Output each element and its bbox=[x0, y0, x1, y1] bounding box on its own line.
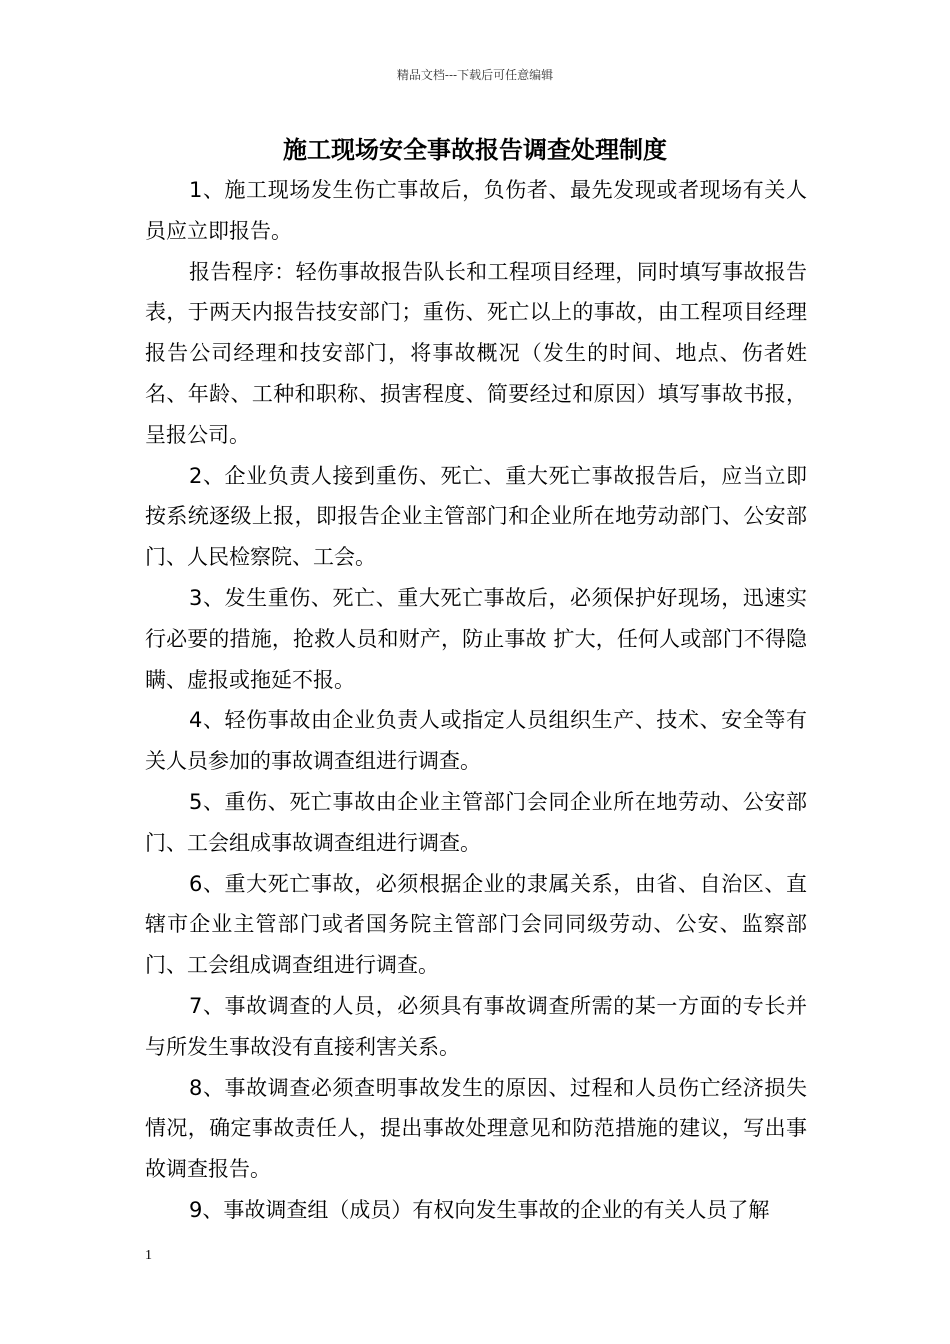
header-note: 精品文档---下载后可任意编辑 bbox=[396, 68, 554, 82]
paragraph-3: 3、发生重伤、死亡、重大死亡事故后，必须保护好现场，迅速实行必要的措施，抢救人员和财产，防止事故 扩大，任何人或部门不得隐瞒、虚报或拖延不报。 bbox=[145, 585, 807, 692]
paragraph-report-procedure: 报告程序：轻伤事故报告队长和工程项目经理，同时填写事故报告表，于两天内报告技安部门；重伤、死亡以上的事故，由工程项目经理报告公司经理和技安部门，将事故概况（发生的时间、地点、伤者姓名、年龄、工种和职称、损害程度、简要经过和原因）填写事故书报，呈报公司。 bbox=[145, 259, 807, 447]
paragraph-9: 9、事故调查组（成员）有权向发生事故的企业的有关人员了解 bbox=[189, 1197, 770, 1222]
paragraph-2: 2、企业负责人接到重伤、死亡、重大死亡事故报告后，应当立即按系统逐级上报，即报告企业主管部门和企业所在地劳动部门、公安部门、人民检察院、工会。 bbox=[145, 463, 807, 570]
paragraph-7: 7、事故调查的人员，必须具有事故调查所需的某一方面的专长并与所发生事故没有直接利害关系。 bbox=[145, 993, 807, 1059]
document-body bbox=[145, 170, 807, 1231]
page-number: 1 bbox=[145, 1248, 152, 1263]
paragraph-1: 1、施工现场发生伤亡事故后，负伤者、最先发现或者现场有关人员应立即报告。 bbox=[145, 178, 807, 243]
paragraph-5: 5、重伤、死亡事故由企业主管部门会同企业所在地劳动、公安部门、工会组成事故调查组进行调查。 bbox=[145, 789, 807, 855]
paragraph-8: 8、事故调查必须查明事故发生的原因、过程和人员伤亡经济损失情况，确定事故责任人，提出事故处理意见和防范措施的建议，写出事故调查报告。 bbox=[145, 1075, 807, 1182]
document-title: 施工现场安全事故报告调查处理制度 bbox=[283, 136, 667, 164]
paragraph-6: 6、重大死亡事故，必须根据企业的隶属关系，由省、自治区、直辖市企业主管部门或者国务院主管部门会同同级劳动、公安、监察部门、工会组成调查组进行调查。 bbox=[145, 871, 807, 978]
paragraph-4: 4、轻伤事故由企业负责人或指定人员组织生产、技术、安全等有关人员参加的事故调查组进行调查。 bbox=[145, 708, 807, 774]
